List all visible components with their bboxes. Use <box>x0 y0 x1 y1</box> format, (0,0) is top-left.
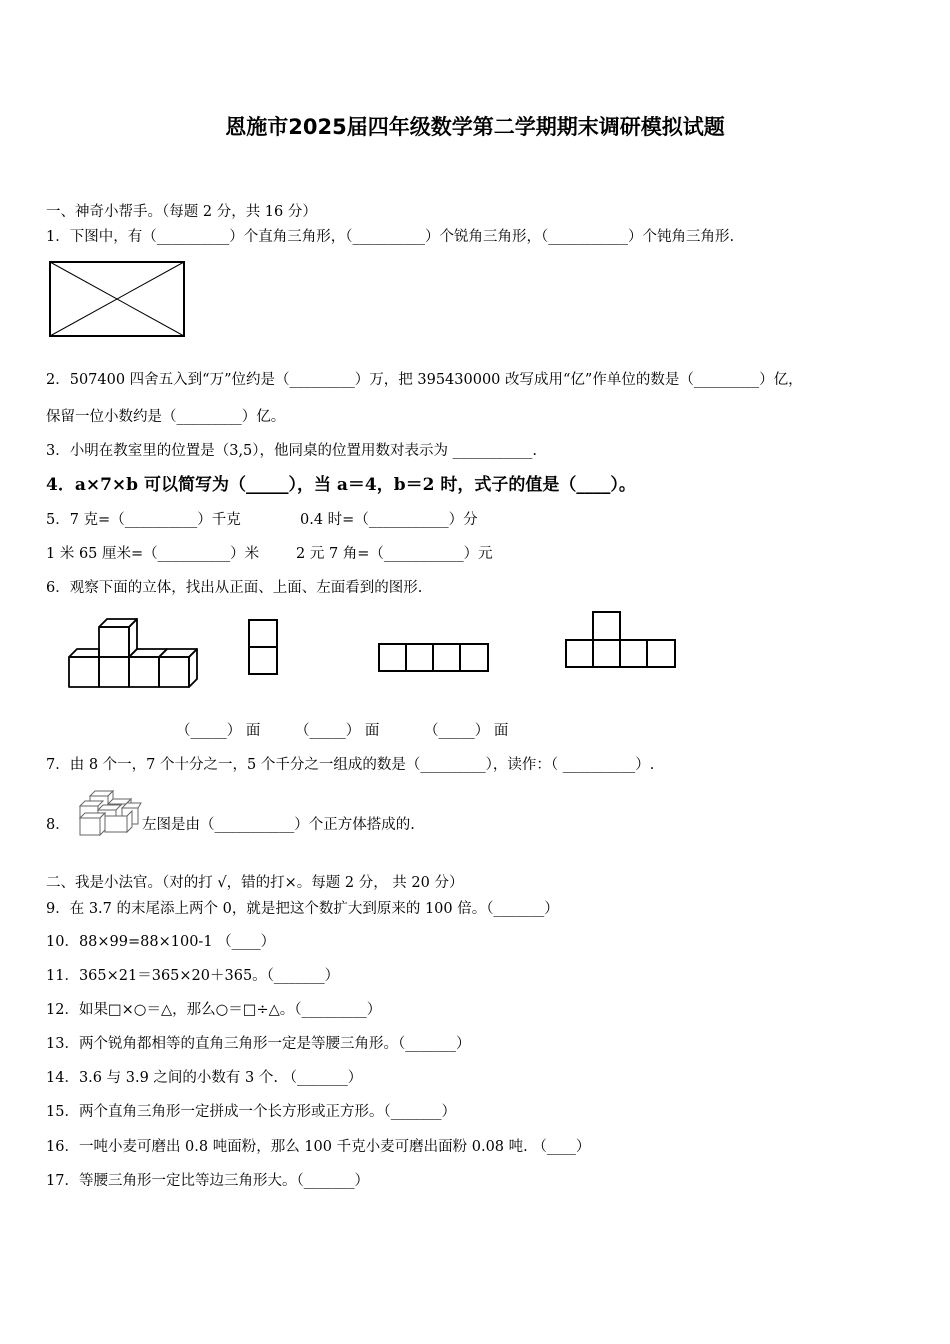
question-7: 7．由 8 个一，7 个十分之一，5 个千分之一组成的数是（_________），读作：（ __________）. <box>46 757 655 773</box>
question-15: 15．两个直角三角形一定拼成一个长方形或正方形。（_______） <box>46 1104 456 1120</box>
question-2-line-1: 2．507400 四舍五入到“万”位约是（_________）万，把 395430000 改写成用“亿”作单位的数是（_________）亿， <box>46 372 803 388</box>
question-17: 17．等腰三角形一定比等边三角形大。（_______） <box>46 1173 369 1189</box>
question-10: 10．88×99=88×100-1 （____） <box>46 934 276 950</box>
question-12: 12．如果□×○＝△，那么○＝□÷△。（_________） <box>46 1002 382 1018</box>
question-16: 16．一吨小麦可磨出 0.8 吨面粉，那么 100 千克小麦可磨出面粉 0.08 吨. （____） <box>46 1139 591 1155</box>
question-6-answer-2: （_____） 面 <box>295 723 380 739</box>
rectangle-diagonals-figure <box>49 261 185 337</box>
view-figure-2 <box>378 643 492 673</box>
question-1: 1．下图中，有（__________）个直角三角形，（__________）个锐角三角形，（___________）个钝角三角形. <box>46 229 735 245</box>
question-13: 13．两个锐角都相等的直角三角形一定是等腰三角形。（_______） <box>46 1036 471 1052</box>
question-11: 11．365×21＝365×20＋365。（_______） <box>46 968 340 984</box>
question-3: 3．小明在教室里的位置是（3,5），他同桌的位置用数对表示为 ___________. <box>46 443 538 459</box>
question-8-text: 左图是由（___________）个正方体搭成的. <box>142 817 415 833</box>
question-5-part-d: 2 元 7 角=（___________）元 <box>296 546 493 562</box>
question-9: 9．在 3.7 的末尾添上两个 0，就是把这个数扩大到原来的 100 倍。（_______） <box>46 901 559 917</box>
question-6-answer-1: （_____） 面 <box>176 723 261 739</box>
solid-3d-figure <box>66 615 202 693</box>
section-2-heading: 二、我是小法官。（对的打 √，错的打×。每题 2 分， 共 20 分） <box>46 875 464 891</box>
question-14: 14．3.6 与 3.9 之间的小数有 3 个. （_______） <box>46 1070 363 1086</box>
page-title: 恩施市2025届四年级数学第二学期期末调研模拟试题 <box>225 115 725 139</box>
section-1-heading: 一、神奇小帮手。（每题 2 分，共 16 分） <box>46 204 317 220</box>
view-figure-3 <box>565 611 679 669</box>
question-5-part-a: 5．7 克=（__________）千克 <box>46 512 241 528</box>
question-6-answer-3: （_____） 面 <box>424 723 509 739</box>
question-4: 4．a×7×b 可以简写为（_____），当 a＝4，b＝2 时，式子的值是（____）。 <box>46 475 636 495</box>
question-2-line-2: 保留一位小数约是（_________）亿。 <box>46 409 286 425</box>
question-6: 6．观察下面的立体，找出从正面、上面、左面看到的图形. <box>46 580 423 596</box>
question-8-number: 8． <box>46 817 70 833</box>
cube-stack-figure <box>70 788 142 836</box>
question-5-part-c: 1 米 65 厘米=（__________）米 <box>46 546 260 562</box>
view-figure-1 <box>248 619 280 677</box>
question-5-part-b: 0.4 时=（___________）分 <box>300 512 478 528</box>
